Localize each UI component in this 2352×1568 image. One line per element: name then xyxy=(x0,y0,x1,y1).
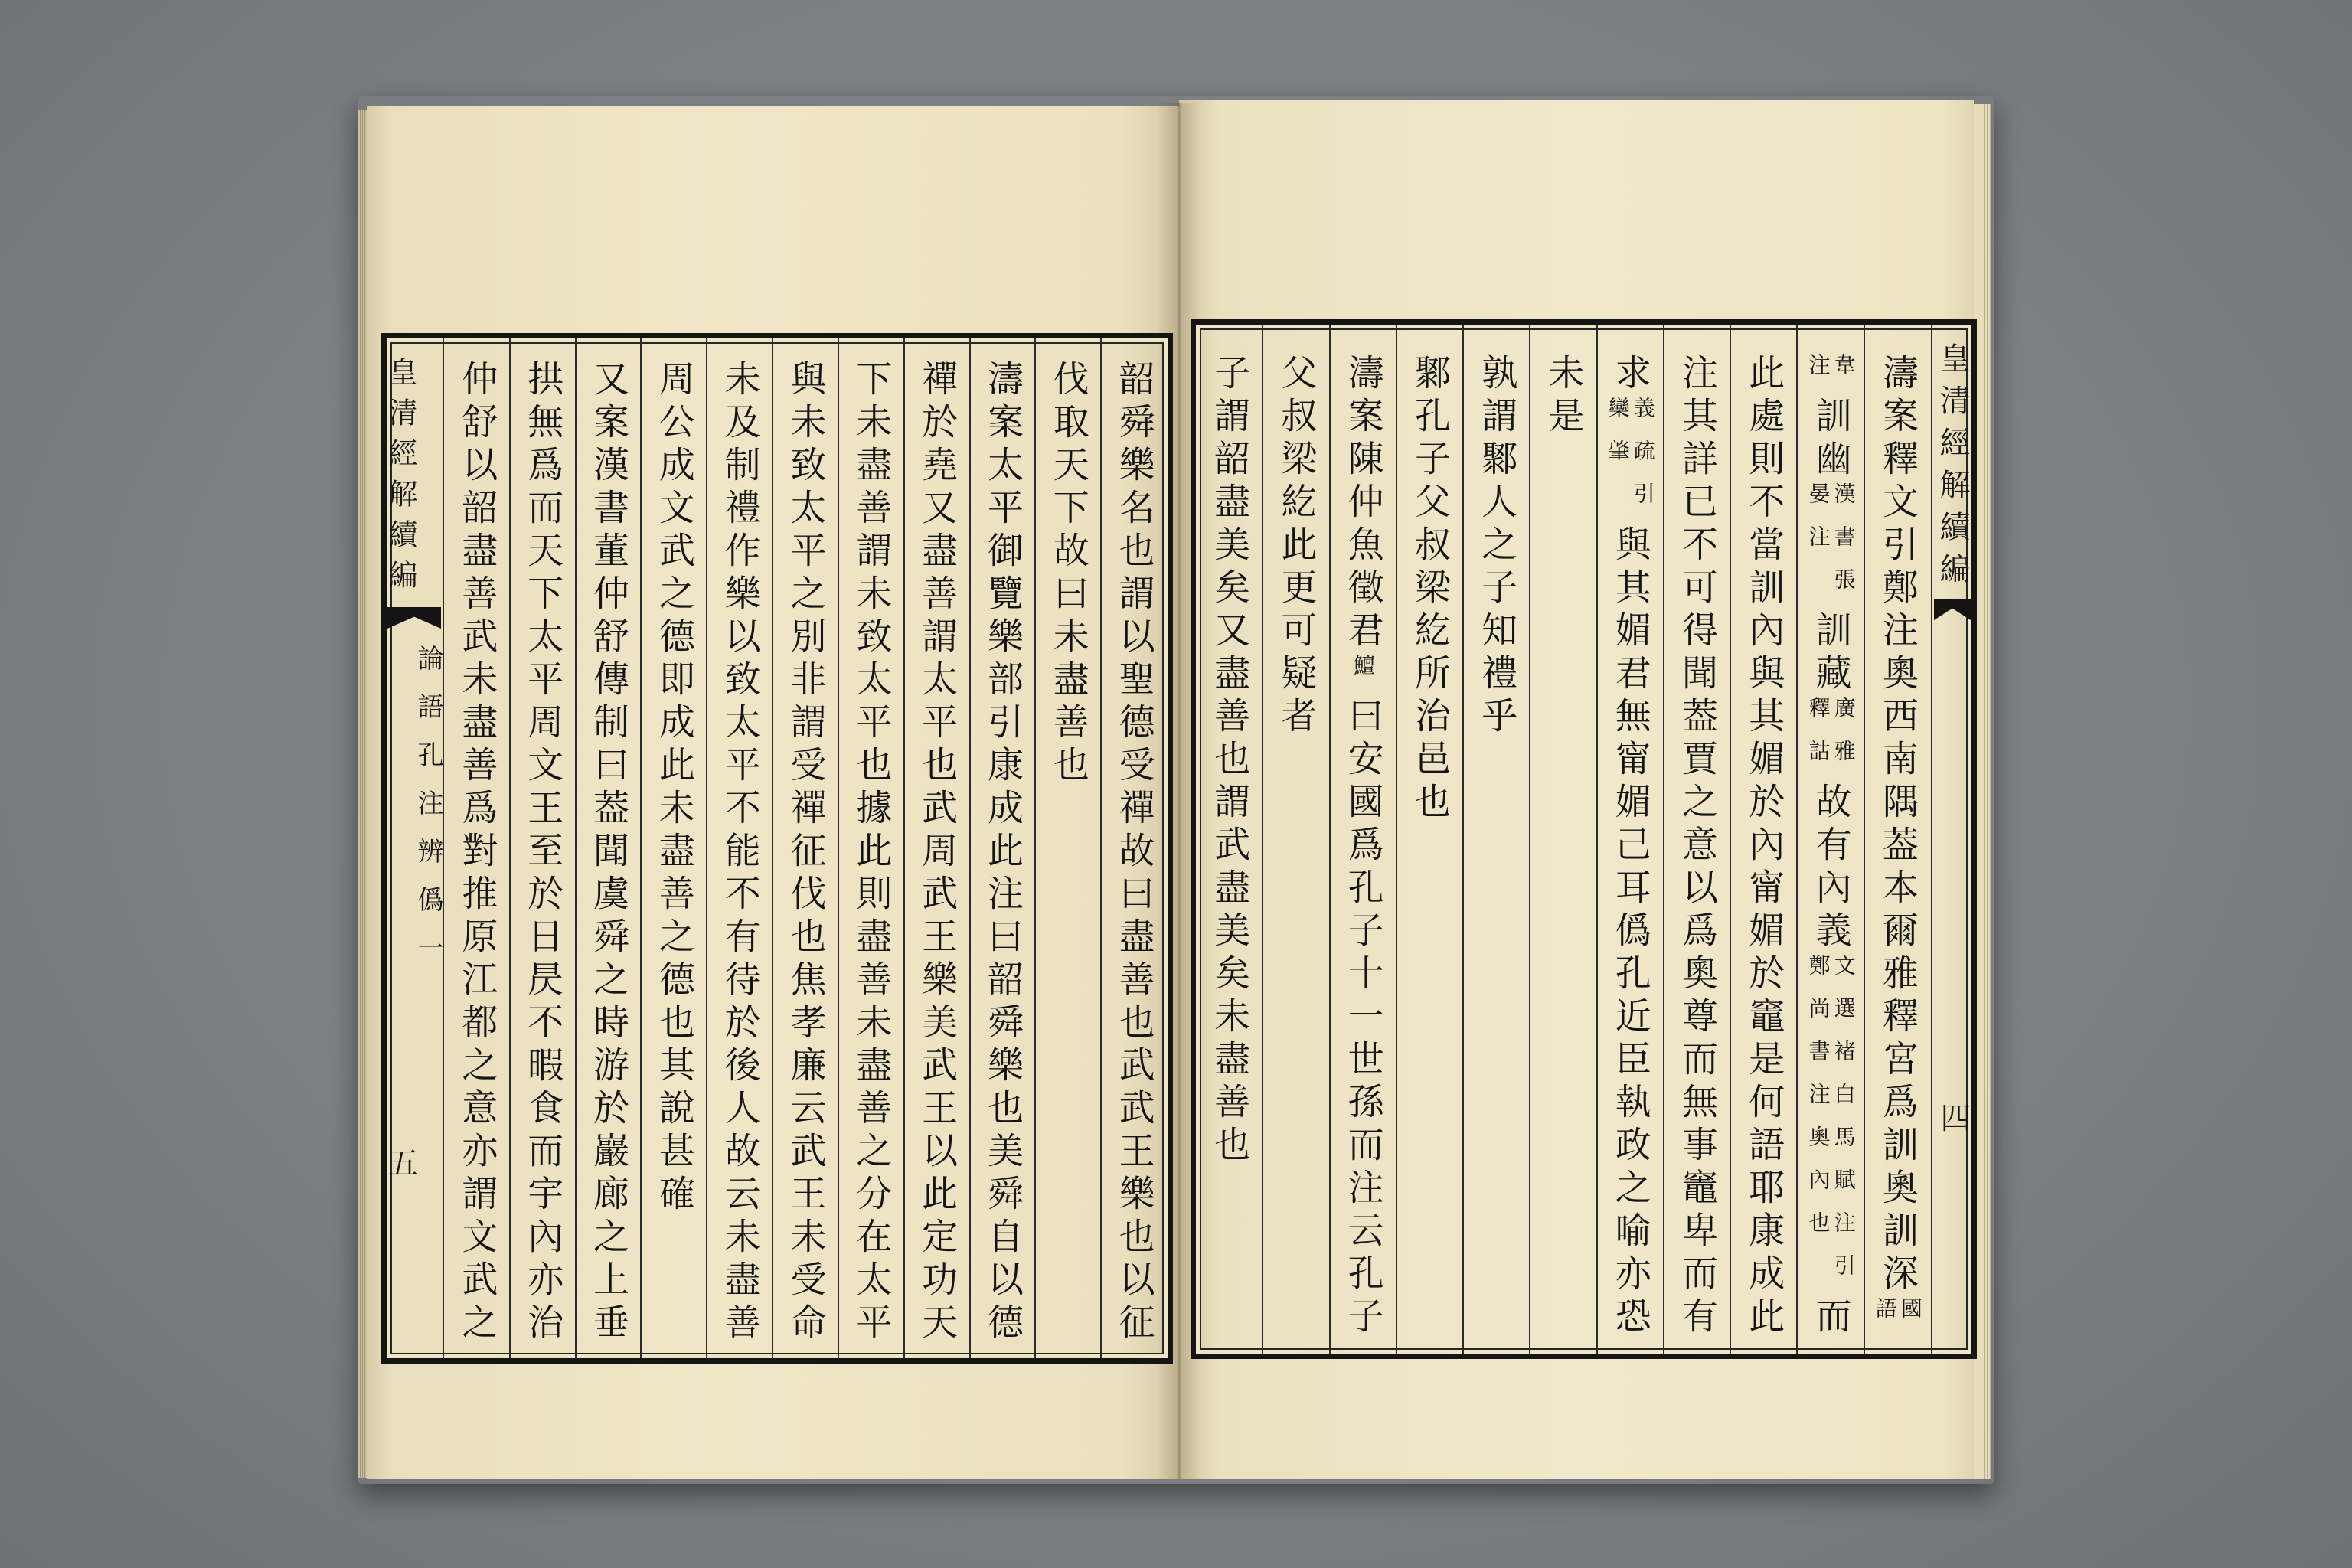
text-column xyxy=(1396,354,1463,1349)
text-column xyxy=(641,360,707,1355)
text-run: 訓幽 xyxy=(1809,397,1852,482)
text-run: 未是 xyxy=(1542,354,1585,439)
text-run: 孰謂鄹人之子知禮乎 xyxy=(1475,354,1518,740)
text-run: 伐取天下故曰未盡善也 xyxy=(1047,360,1089,789)
interlinear-note-line: 韋 xyxy=(1831,354,1857,397)
interlinear-note-line: 鱣 xyxy=(1351,654,1377,697)
interlinear-note xyxy=(1874,1297,1921,1340)
interlinear-note-line: 晏注 xyxy=(1805,482,1831,568)
interlinear-note-line: 漢書張 xyxy=(1831,482,1857,611)
text-column xyxy=(838,360,904,1355)
text-run: 與未致太平之別非謂受禪征伐也焦孝廉云武王未受命 xyxy=(784,360,827,1346)
text-column xyxy=(904,360,970,1355)
interlinear-note-line: 欒肇 xyxy=(1605,397,1631,482)
leaf-number: 四 xyxy=(1936,1102,1971,1132)
text-column xyxy=(1664,354,1730,1349)
text-run: 仲舒以韶盡善武未盡善爲對推原江都之意亦謂文武之 xyxy=(456,360,498,1346)
interlinear-note-line: 義疏引 xyxy=(1630,397,1656,525)
text-column xyxy=(1330,354,1396,1349)
left-page-text-area xyxy=(443,338,1167,1358)
leaf-number: 五 xyxy=(383,1147,418,1178)
text-column xyxy=(707,360,773,1355)
interlinear-note xyxy=(1805,354,1857,397)
right-page-text-area xyxy=(1196,325,1932,1354)
text-column xyxy=(1196,354,1263,1349)
text-run: 與其媚君無甯媚己耳僞孔近臣執政之喻亦恐 xyxy=(1609,525,1651,1340)
interlinear-note-line: 鄭尚書注奧內也 xyxy=(1805,954,1831,1254)
text-run: 拱無爲而天下太平周文王至於日昃不暇食而宇內亦治 xyxy=(521,360,564,1346)
interlinear-note xyxy=(1805,697,1857,782)
text-run: 而 xyxy=(1809,1297,1852,1340)
text-column xyxy=(970,360,1036,1355)
text-run: 禪於堯又盡善謂太平也武周武王樂美武王以此定功天 xyxy=(916,360,959,1346)
text-run: 韶舜樂名也謂以聖德受禪故曰盡善也武武王樂也以征 xyxy=(1112,360,1155,1346)
interlinear-note xyxy=(1351,654,1377,697)
text-run: 訓藏 xyxy=(1809,611,1852,697)
text-column xyxy=(510,360,576,1355)
text-column xyxy=(1101,360,1167,1355)
text-run: 又案漢書董仲舒傳制曰葢聞虞舜之時游於巖廊之上垂 xyxy=(587,360,630,1346)
text-column xyxy=(1463,354,1530,1349)
text-column xyxy=(1730,354,1797,1349)
text-run: 子謂韶盡美矣又盡善也謂武盡美矣未盡善也 xyxy=(1208,354,1251,1168)
text-run: 下未盡善謂未致太平也據此則盡善未盡善之分在太平 xyxy=(850,360,893,1346)
fold-section-title: 論語孔注辨僞一 xyxy=(413,645,443,982)
text-column xyxy=(1035,360,1101,1355)
interlinear-note-line: 語 xyxy=(1872,1297,1898,1340)
interlinear-note-line: 釋詁 xyxy=(1805,697,1831,782)
fold-book-title: 皇清經解續編 xyxy=(1935,342,1970,595)
interlinear-note-line: 廣雅 xyxy=(1831,697,1857,782)
interlinear-note-line: 注 xyxy=(1805,354,1831,397)
text-run: 此處則不當訓內與其媚於內甯媚於竈是何語耶康成此 xyxy=(1743,354,1785,1340)
text-run: 求 xyxy=(1609,354,1651,397)
text-column xyxy=(773,360,838,1355)
text-run: 父叔梁紇此更可疑者 xyxy=(1275,354,1318,740)
text-column xyxy=(444,360,510,1355)
fold-book-title: 皇清經解續編 xyxy=(384,357,417,600)
interlinear-note xyxy=(1607,397,1654,525)
text-run: 濤案陳仲魚徵君 xyxy=(1341,354,1384,654)
interlinear-note xyxy=(1805,482,1857,611)
text-run: 濤案太平御覽樂部引康成此注曰韶舜樂也美舜自以德 xyxy=(981,360,1024,1346)
text-run: 濤案釋文引鄭注奧西南隅葢本爾雅釋宮爲訓奧訓深 xyxy=(1876,354,1919,1297)
text-run: 鄹孔子父叔梁紇所治邑也 xyxy=(1408,354,1451,825)
text-column xyxy=(1263,354,1329,1349)
text-column xyxy=(1864,354,1931,1349)
text-column xyxy=(576,360,642,1355)
text-run: 注其詳已不可得聞葢賈之意以爲奧尊而無事竈卑而有 xyxy=(1676,354,1719,1340)
interlinear-note xyxy=(1805,954,1857,1297)
interlinear-note-line: 文選褚白馬賦注引 xyxy=(1831,954,1857,1297)
text-run: 故有內義 xyxy=(1809,782,1852,954)
text-column xyxy=(1597,354,1664,1349)
text-run: 周公成文武之德即成此未盡善之德也其說甚確 xyxy=(652,360,695,1217)
text-column xyxy=(1797,354,1864,1349)
text-column xyxy=(1530,354,1596,1349)
text-run: 未及制禮作樂以致太平不能不有待於後人故云未盡善 xyxy=(718,360,761,1346)
interlinear-note-line: 國 xyxy=(1897,1297,1923,1340)
text-run: 曰安國爲孔子十一世孫而注云孔子 xyxy=(1341,697,1384,1340)
